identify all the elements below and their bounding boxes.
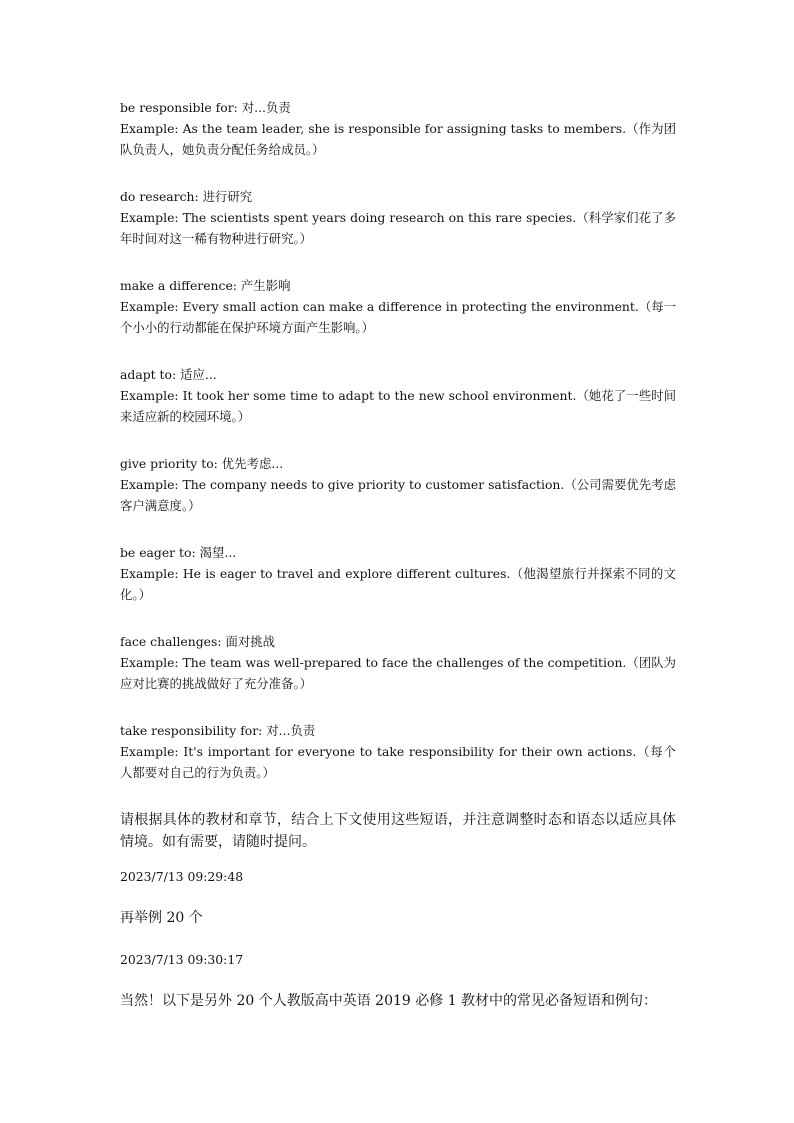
phrase-entry [120,542,676,605]
phrase-entry [120,364,676,427]
phrase-term: be eager to: 渴望... [120,545,237,560]
phrase-example: Example: It took her some time to adapt to the new school environment.（她花了一些时间来适应新的校园环境。） [120,388,676,424]
phrase-entry [120,97,676,160]
message-timestamp: 2023/7/13 09:29:48 [120,869,244,884]
phrase-example: Example: It's important for everyone to take responsibility for their own actions.（每个人都要对自己的行为负责。） [120,744,676,780]
phrase-example: Example: He is eager to travel and explore different cultures.（他渴望旅行并探索不同的文化。） [120,566,676,602]
phrase-example: Example: The team was well-prepared to face the challenges of the competition.（团队为应对比赛的挑战做好了充分准备。） [120,655,676,691]
phrase-term: give priority to: 优先考虑... [120,456,284,471]
phrase-entry [120,186,676,249]
phrase-term: take responsibility for: 对...负责 [120,723,316,738]
phrase-term: adapt to: 适应... [120,367,217,382]
phrase-entry [120,720,676,783]
phrase-example: Example: As the team leader, she is responsible for assigning tasks to members.（作为团队负责人，她负责分配任务给成员。） [120,121,676,157]
phrase-term: make a difference: 产生影响 [120,278,291,293]
phrase-entry [120,453,676,516]
phrase-entry [120,631,676,694]
phrase-example: Example: Every small action can make a difference in protecting the environment.（每一个小小的行动都能在保护环境方面产生影响。） [120,299,676,335]
phrase-example: Example: The company needs to give priority to customer satisfaction.（公司需要优先考虑客户满意度。） [120,477,676,513]
phrase-example: Example: The scientists spent years doing research on this rare species.（科学家们花了多年时间对这一稀有物种进行研究。） [120,210,676,246]
phrase-term: be responsible for: 对...负责 [120,100,291,115]
user-message: 再举例 20 个 [120,910,203,926]
phrase-entry [120,275,676,338]
message-timestamp: 2023/7/13 09:30:17 [120,952,244,967]
phrase-list [120,97,676,853]
phrase-term: face challenges: 面对挑战 [120,634,276,649]
phrase-term: do research: 进行研究 [120,189,253,204]
usage-note: 请根据具体的教材和章节，结合上下文使用这些短语，并注意调整时态和语态以适应具体情境。如有需要，请随时提问。 [120,812,676,850]
assistant-message: 当然！以下是另外 20 个人教版高中英语 2019 必修 1 教材中的常见必备短语和例句： [120,993,658,1009]
